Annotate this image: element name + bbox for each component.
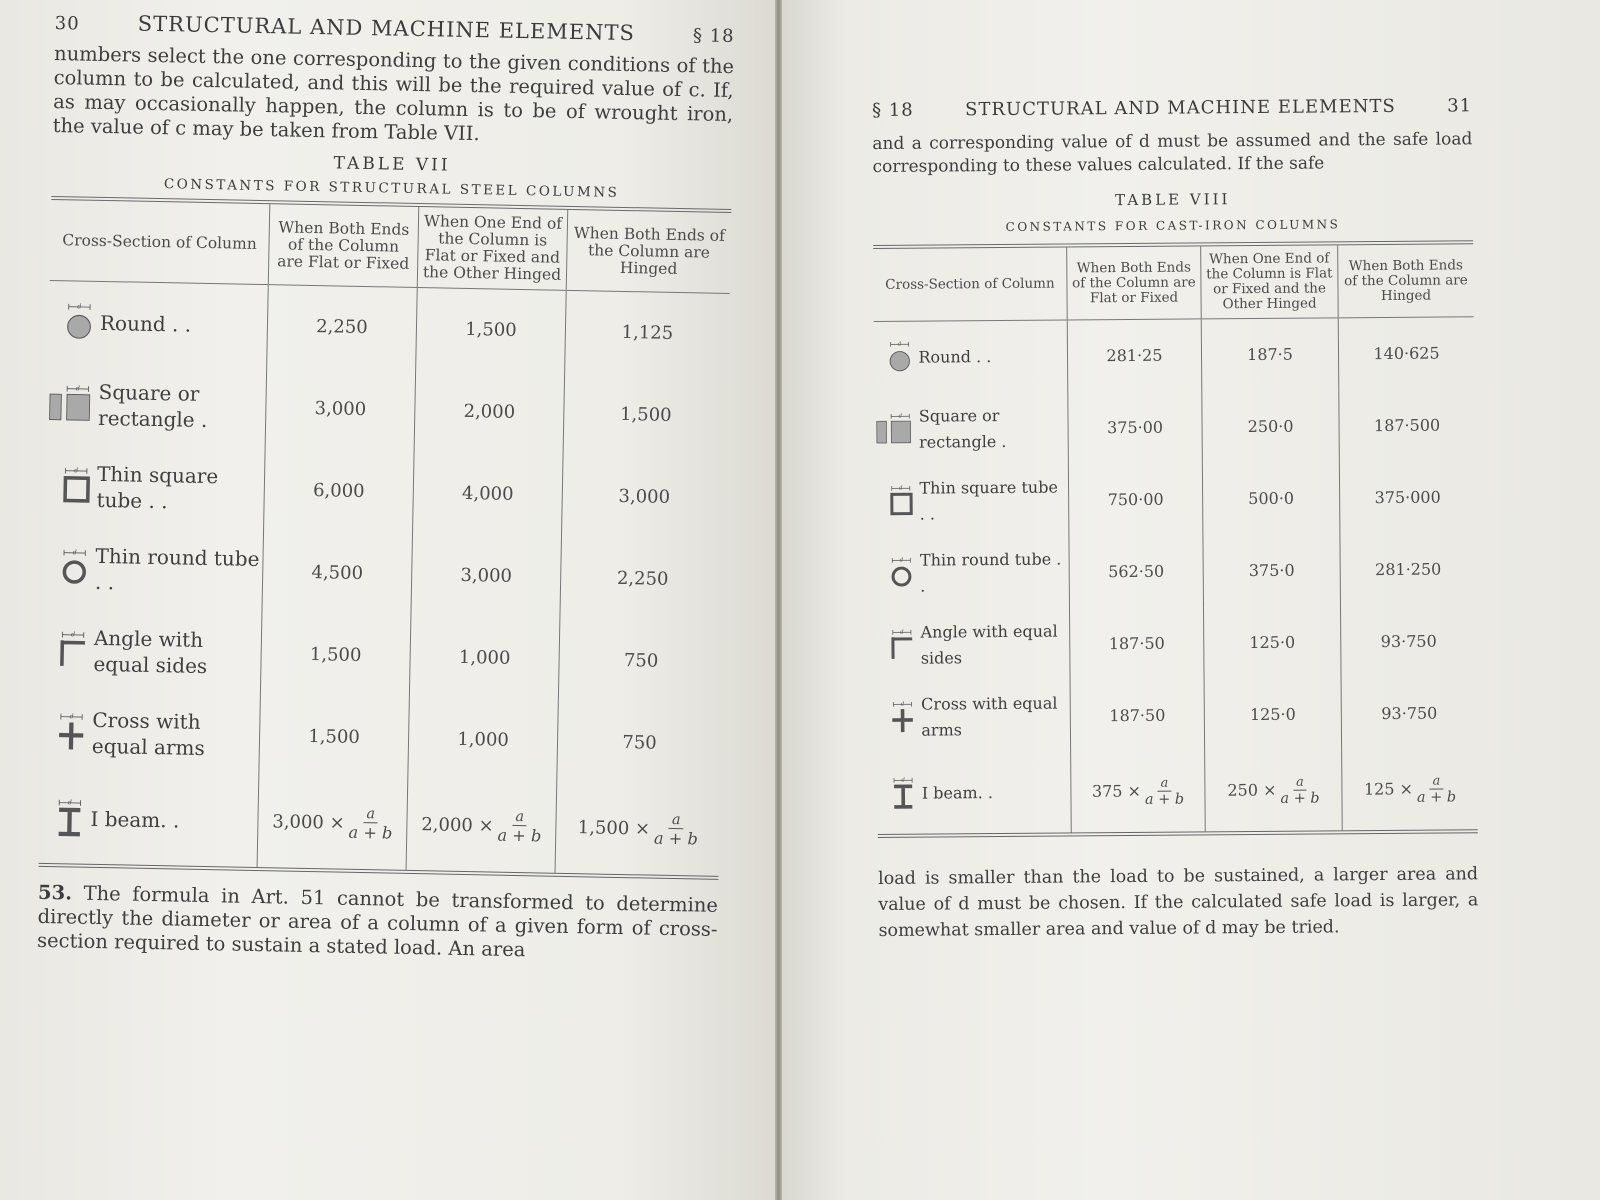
row-label: Round . .: [918, 346, 992, 367]
left-closing-text: The formula in Art. 51 cannot be transformed to determine directly the diameter or area of a column of a given form of cross-section required to sustain a stated load. An area: [36, 881, 719, 961]
value-one-fixed: 1,500: [416, 288, 567, 373]
svg-text:d: d: [898, 413, 902, 420]
article-number: 53.: [37, 880, 73, 904]
square-tube-section-icon: [46, 457, 91, 514]
value-one-fixed: 3,000: [411, 533, 562, 618]
row-label: I beam. .: [921, 782, 993, 803]
value-both-hinged: 750: [557, 700, 722, 785]
value-both-hinged: 1,500: [563, 372, 728, 457]
fraction-numerator: a: [1157, 775, 1171, 791]
header-cross-section: Cross-Section of Column: [50, 200, 270, 285]
value-both-hinged: 750: [558, 618, 723, 703]
row-label: Angle with equal sides: [920, 621, 1058, 668]
value-both-fixed: 3,000: [265, 367, 416, 452]
value-both-fixed: 562·50: [1069, 535, 1204, 608]
table-row: [875, 461, 1476, 538]
value-both-hinged: 1,125: [565, 290, 730, 375]
cross-section-icon: [878, 693, 916, 741]
header-one-fixed: When One End of the Column is Flat or Fixed and the Other Hinged: [417, 207, 568, 290]
fraction: [1417, 773, 1456, 805]
header-both-hinged: When Both Ends of the Column are Hinged: [566, 210, 731, 294]
table-vii-subtitle: CONSTANTS FOR STRUCTURAL STEEL COLUMNS: [163, 176, 620, 201]
ibeam-one-fixed: [406, 779, 557, 872]
cross-section-cell: [876, 608, 1070, 682]
fraction-numerator: a: [512, 808, 527, 825]
square-tube-section-icon: [876, 477, 914, 525]
value-both-fixed: 4,500: [262, 531, 413, 616]
ibeam-both-hinged: [1342, 749, 1478, 830]
table-viii-subtitle: CONSTANTS FOR CAST-IRON COLUMNS: [1005, 217, 1341, 234]
header-both-hinged: When Both Ends of the Column are Hinged: [1338, 244, 1474, 318]
fraction: [348, 805, 393, 842]
value-both-fixed: 281·25: [1067, 319, 1202, 392]
value-one-fixed: 4,000: [413, 451, 564, 536]
square-section-icon: [875, 405, 913, 453]
table-row: [877, 677, 1478, 754]
cross-section-cell: [42, 608, 262, 694]
header-both-fixed: When Both Ends of the Column are Flat or Fixed: [268, 204, 419, 287]
round-tube-section-icon: [877, 549, 915, 597]
fraction-numerator: a: [363, 806, 378, 823]
cross-section-cell: [874, 392, 1068, 466]
right-running-title: STRUCTURAL AND MACHINE ELEMENTS: [965, 95, 1396, 121]
row-label: Cross with equal arms: [91, 707, 206, 760]
svg-text:d: d: [75, 383, 80, 392]
ibeam-both-fixed: [257, 777, 408, 870]
cross-section-cell: [48, 280, 268, 366]
cross-section-cell: [875, 464, 1069, 538]
left-page-content: [37, 10, 735, 965]
svg-text:d: d: [74, 465, 79, 474]
cross-section-cell: [44, 526, 264, 612]
table-row: [874, 317, 1475, 394]
value-one-fixed: 2,000: [414, 369, 565, 454]
table-viii: [873, 244, 1478, 833]
angle-section-icon: [877, 621, 915, 669]
cross-section-cell: [874, 320, 1068, 394]
ibeam-both-hinged: [555, 782, 720, 875]
value-one-fixed: 500·0: [1202, 462, 1340, 535]
ibeam-coefficient: 250 ×: [1227, 779, 1277, 800]
svg-text:d: d: [67, 797, 73, 806]
table-vii: [39, 200, 732, 875]
value-one-fixed: 125·0: [1204, 678, 1342, 751]
fraction: [654, 811, 699, 848]
right-intro-paragraph: and a corresponding value of d must be assumed and the safe load corresponding to these values calculated. If the safe: [872, 129, 1473, 177]
header-both-fixed: When Both Ends of the Column are Flat or Fixed: [1067, 246, 1202, 320]
value-both-fixed: 187·50: [1069, 607, 1204, 680]
svg-text:d: d: [69, 711, 74, 720]
table-row: [48, 280, 729, 375]
value-both-fixed: 2,250: [267, 285, 418, 370]
round-section-icon: [875, 334, 913, 382]
left-page-number: 30: [54, 12, 80, 35]
row-label: Angle with equal sides: [93, 625, 208, 678]
right-page-content: [872, 95, 1479, 943]
row-label: Thin square tube . .: [919, 477, 1058, 524]
table-row-ibeam: [877, 749, 1478, 834]
fraction: [497, 808, 542, 845]
row-label: Thin round tube . .: [919, 549, 1062, 596]
table-row: [47, 362, 728, 457]
value-both-fixed: 750·00: [1068, 463, 1203, 536]
round-tube-section-icon: [45, 539, 90, 596]
fraction-denominator: a + b: [497, 825, 542, 845]
row-label: I beam. .: [90, 806, 180, 833]
svg-text:d: d: [901, 777, 905, 784]
svg-text:d: d: [897, 341, 902, 348]
value-both-fixed: 1,500: [260, 613, 411, 698]
value-one-fixed: 1,000: [408, 697, 559, 782]
svg-text:d: d: [899, 485, 903, 492]
square-section-icon: [48, 375, 93, 432]
fraction-denominator: a + b: [1280, 790, 1320, 807]
value-both-hinged: 187·500: [1339, 389, 1475, 462]
left-running-title: STRUCTURAL AND MACHINE ELEMENTS: [137, 11, 636, 46]
table-viii-title: TABLE VIII: [1115, 190, 1231, 210]
cross-section-cell: [39, 772, 259, 866]
left-section-mark: § 18: [692, 25, 735, 48]
ibeam-section-icon: [878, 769, 916, 817]
row-label: Thin round tube . .: [94, 543, 260, 594]
value-both-hinged: 3,000: [561, 454, 726, 539]
ibeam-coefficient: 3,000 ×: [272, 810, 345, 834]
svg-text:d: d: [72, 547, 77, 556]
value-both-fixed: 375·00: [1068, 391, 1203, 464]
row-label: Thin square tube . .: [96, 461, 219, 513]
cross-section-cell: [875, 536, 1069, 610]
book-gutter: [775, 0, 782, 1200]
table-vii-header-row: [50, 200, 731, 294]
cross-section-cell: [877, 752, 1071, 834]
row-label: Square or rectangle .: [918, 405, 1007, 452]
header-cross-section: Cross-Section of Column: [873, 247, 1067, 321]
row-label: Cross with equal arms: [921, 693, 1058, 740]
right-section-mark: § 18: [872, 99, 914, 121]
fraction: [1145, 775, 1184, 807]
fraction-denominator: a + b: [653, 828, 699, 848]
value-both-hinged: 93·750: [1340, 605, 1476, 678]
row-label: Round . .: [99, 310, 192, 337]
value-both-hinged: 375·000: [1339, 461, 1475, 534]
row-label: Square or rectangle .: [97, 379, 208, 432]
table-row: [876, 605, 1477, 682]
value-one-fixed: 187·5: [1201, 318, 1339, 391]
table-row: [42, 608, 723, 703]
round-section-icon: [49, 294, 94, 351]
cross-section-cell: [45, 444, 265, 530]
table-row: [874, 389, 1475, 466]
fraction-numerator: a: [1293, 774, 1307, 790]
fraction-denominator: a + b: [348, 822, 393, 843]
table-row: [875, 533, 1476, 610]
ibeam-both-fixed: [1071, 751, 1206, 832]
fraction: [1280, 774, 1319, 806]
value-both-hinged: 2,250: [560, 536, 725, 621]
table-row: [40, 690, 721, 785]
value-both-fixed: 187·50: [1070, 679, 1205, 752]
right-page-number: 31: [1447, 95, 1473, 117]
ibeam-section-icon: [40, 789, 85, 846]
cross-section-cell: [47, 362, 267, 448]
table-row: [45, 444, 726, 539]
right-closing-paragraph: load is smaller than the load to be sustained, a larger area and value of d must be chosen. If the calculated safe load is larger, a somewhat smaller area and value of d may be tried.: [878, 863, 1479, 941]
svg-text:d: d: [71, 629, 76, 638]
table-row: [44, 526, 725, 621]
table-vii-title: TABLE VII: [333, 153, 451, 176]
cross-section-cell: [40, 690, 260, 776]
cross-section-icon: [42, 703, 87, 760]
header-one-fixed: When One End of the Column is Flat or Fixed and the Other Hinged: [1201, 245, 1339, 319]
value-both-hinged: 281·250: [1340, 533, 1476, 606]
ibeam-coefficient: 2,000 ×: [421, 813, 494, 837]
left-closing-paragraph: [37, 880, 718, 965]
svg-text:d: d: [900, 629, 904, 636]
fraction-numerator: a: [669, 811, 684, 828]
left-intro-paragraph: numbers select the one corresponding to the given conditions of the column to be calculated, and this will be the required value of c. If, as may occasionally happen, the column is to be of wrought iron, the value of c may be taken from Table VII.: [52, 41, 735, 146]
ibeam-coefficient: 1,500 ×: [577, 816, 651, 840]
value-one-fixed: 1,000: [409, 615, 560, 700]
svg-text:d: d: [899, 557, 904, 564]
fraction-denominator: a + b: [1416, 788, 1457, 806]
fraction-denominator: a + b: [1144, 791, 1185, 808]
value-both-fixed: 1,500: [259, 695, 410, 780]
table-row-ibeam: [39, 772, 721, 875]
ibeam-coefficient: 375 ×: [1091, 780, 1142, 801]
cross-section-cell: [877, 680, 1071, 754]
value-one-fixed: 250·0: [1202, 390, 1340, 463]
ibeam-one-fixed: [1205, 750, 1343, 831]
right-running-head: [872, 95, 1472, 121]
ibeam-coefficient: 125 ×: [1363, 778, 1414, 799]
svg-text:d: d: [77, 302, 82, 311]
value-one-fixed: 375·0: [1203, 534, 1341, 607]
fraction-numerator: a: [1429, 773, 1443, 789]
value-one-fixed: 125·0: [1203, 606, 1341, 679]
angle-section-icon: [43, 621, 88, 678]
table-viii-header-row: [873, 244, 1474, 321]
value-both-hinged: 140·625: [1338, 317, 1474, 390]
svg-text:d: d: [900, 701, 905, 708]
value-both-hinged: 93·750: [1341, 677, 1477, 750]
value-both-fixed: 6,000: [264, 449, 415, 534]
